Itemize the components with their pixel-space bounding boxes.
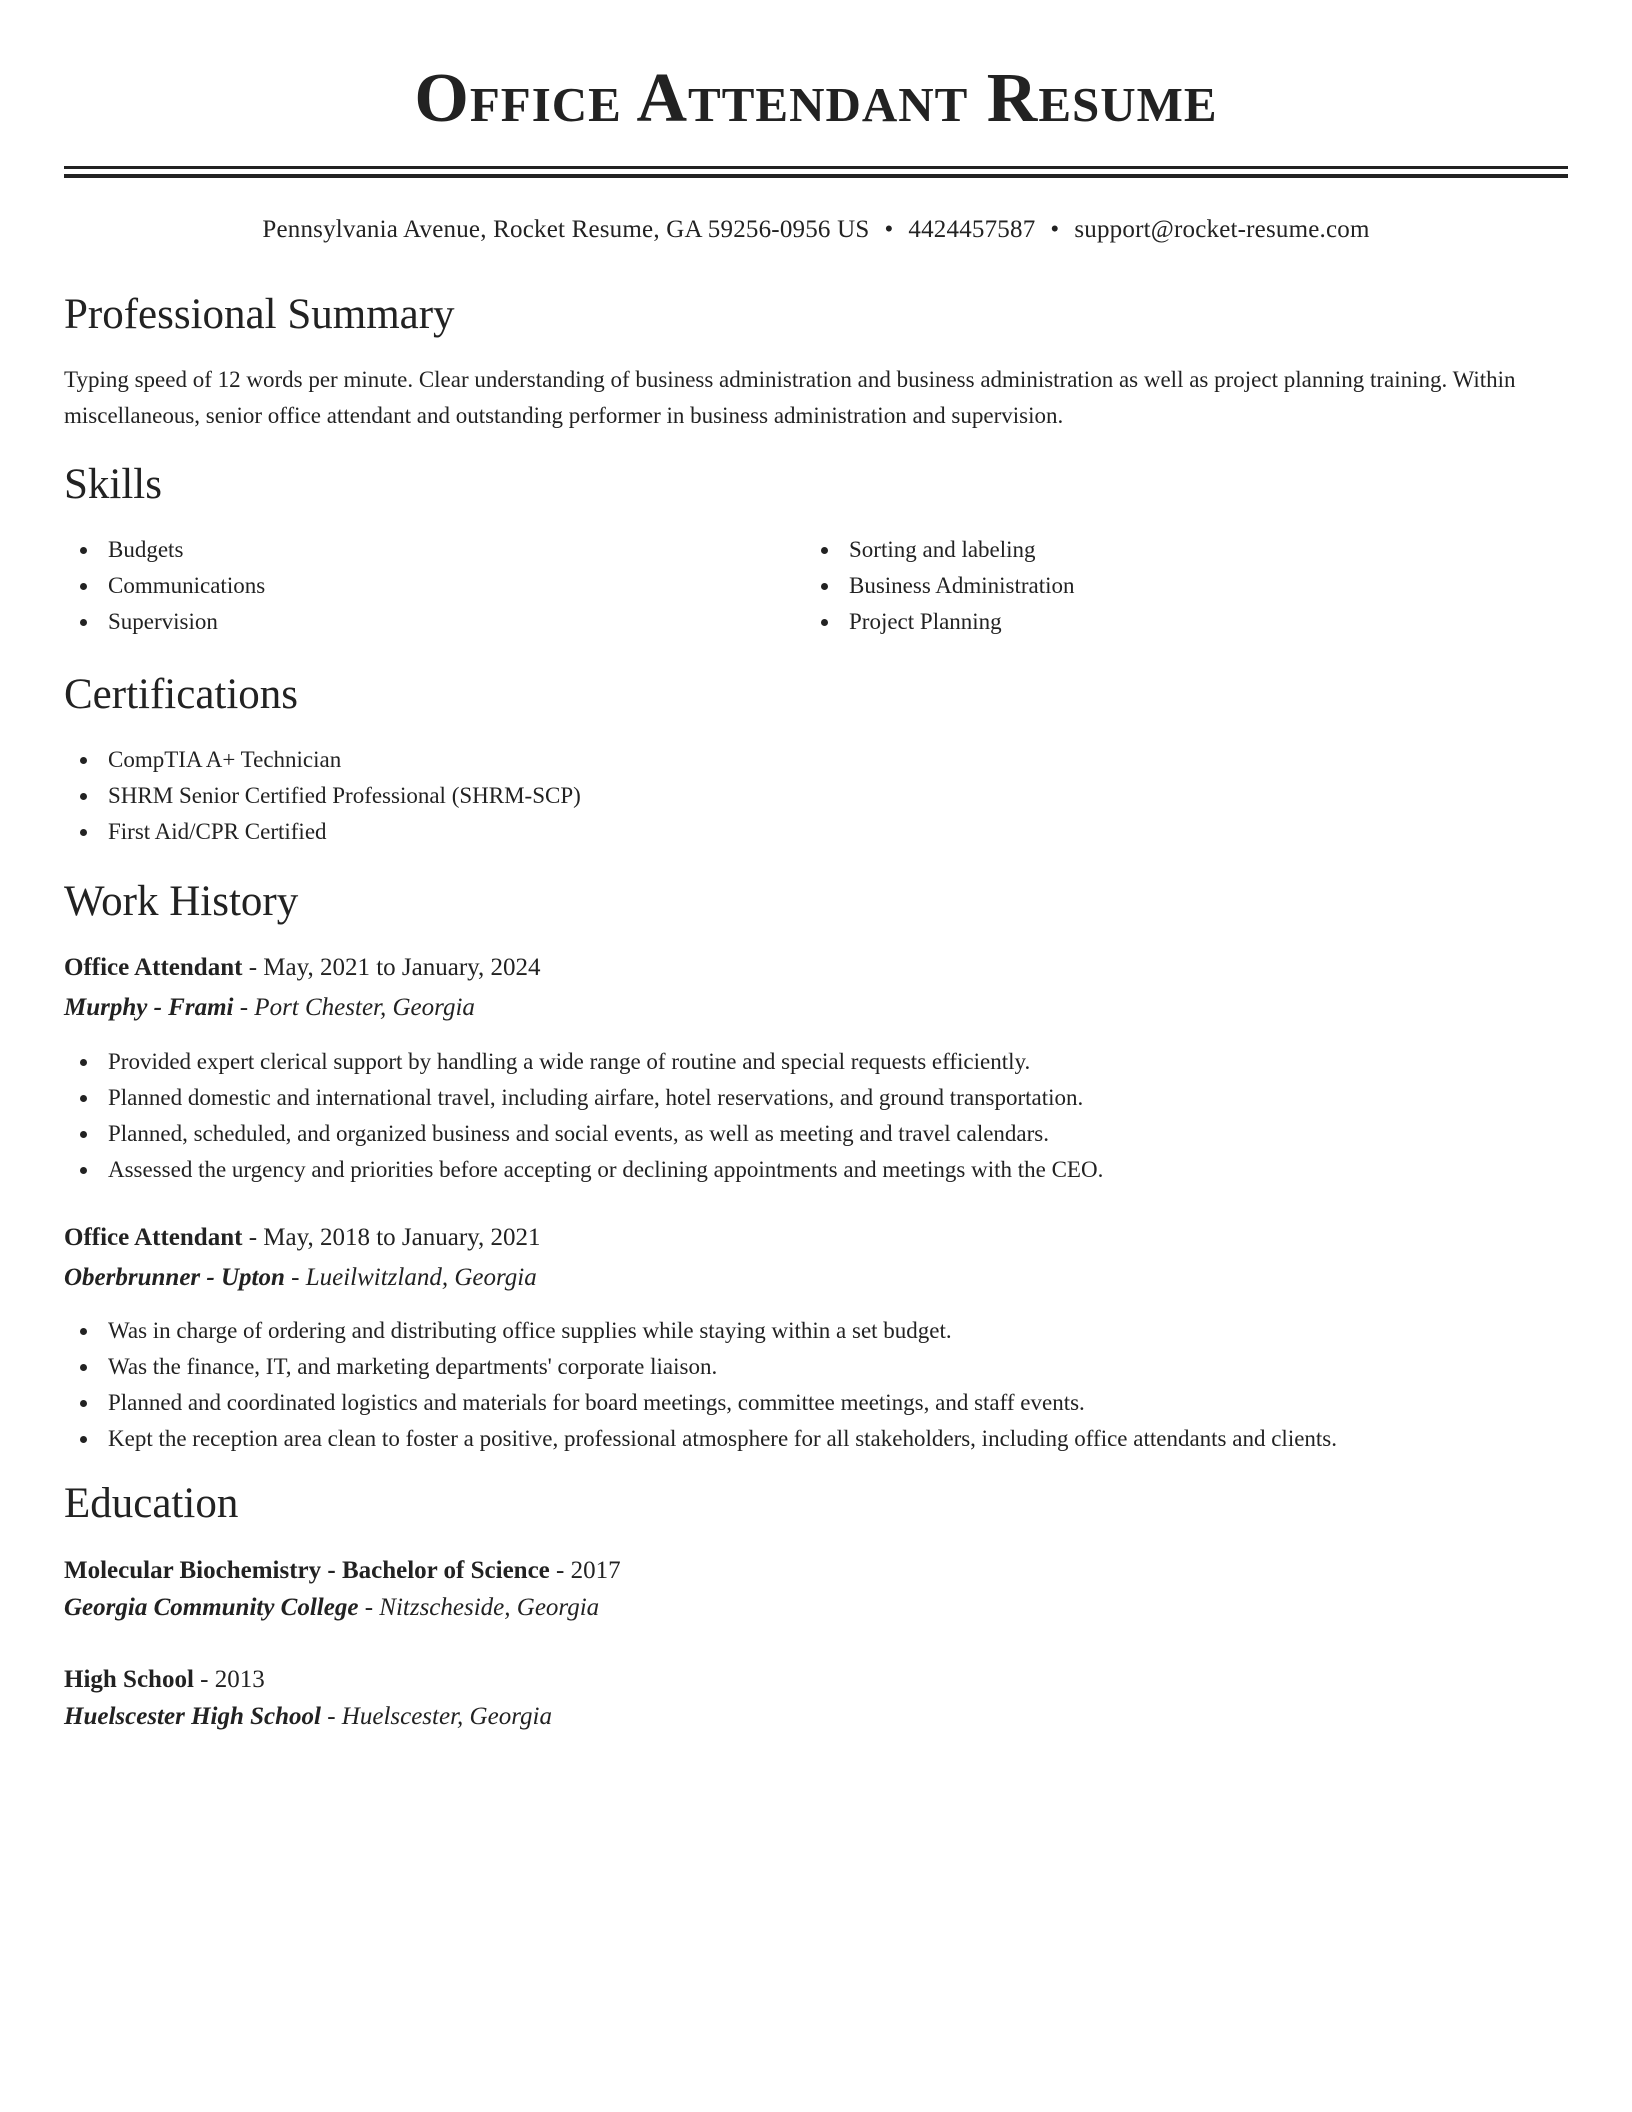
- skill-item: Business Administration: [805, 568, 1505, 604]
- education-degree: Molecular Biochemistry - Bachelor of Science: [64, 1557, 550, 1584]
- contact-separator: •: [1050, 216, 1060, 243]
- contact-phone: 4424457587: [908, 216, 1036, 243]
- contact-separator: •: [884, 216, 894, 243]
- job-duty-item: Kept the reception area clean to foster a positive, professional atmosphere for all stakeholders, including office attendants and clients.: [64, 1421, 1568, 1457]
- job-company: Murphy - Frami: [64, 994, 234, 1021]
- skills-list-right: [805, 532, 1505, 640]
- job-duty-item: Planned domestic and international travel, including airfare, hotel reservations, and ground transportation.: [64, 1080, 1568, 1116]
- section-heading-certifications: Certifications: [64, 671, 299, 718]
- education-location: - Huelscester, Georgia: [320, 1703, 552, 1730]
- title-divider-thick: [64, 174, 1568, 178]
- contact-line: [64, 213, 1568, 247]
- education-school: Georgia Community College: [64, 1594, 359, 1621]
- job-duty-item: Planned, scheduled, and organized business and social events, as well as meeting and travel calendars.: [64, 1116, 1568, 1152]
- job-dates: - May, 2021 to January, 2024: [242, 954, 541, 981]
- skills-list-left: [64, 532, 764, 640]
- certifications-list: [64, 742, 1568, 850]
- skill-item: Communications: [64, 568, 764, 604]
- education-degree-line: [64, 1553, 621, 1589]
- job-duties-list: [64, 1044, 1568, 1188]
- certification-item: First Aid/CPR Certified: [64, 814, 1568, 850]
- skill-item: Supervision: [64, 604, 764, 640]
- section-heading-work-history: Work History: [64, 878, 299, 925]
- education-location: - Nitzscheside, Georgia: [358, 1594, 600, 1621]
- education-degree: High School: [64, 1666, 194, 1693]
- education-school: Huelscester High School: [64, 1703, 321, 1730]
- education-school-line: [64, 1699, 552, 1735]
- education-year: - 2013: [193, 1666, 265, 1693]
- job-title: Office Attendant: [64, 1224, 243, 1251]
- education-school-line: [64, 1590, 599, 1626]
- skill-item: Sorting and labeling: [805, 532, 1505, 568]
- job-title-line: [64, 1220, 541, 1256]
- job-company-line: [64, 1260, 537, 1296]
- job-company-line: [64, 990, 475, 1026]
- job-duties-list: [64, 1313, 1568, 1457]
- contact-email: support@rocket-resume.com: [1074, 216, 1370, 243]
- job-dates: - May, 2018 to January, 2021: [242, 1224, 541, 1251]
- resume-page: [64, 0, 1568, 1730]
- job-duty-item: Assessed the urgency and priorities before accepting or declining appointments and meetings with the CEO.: [64, 1152, 1568, 1188]
- resume-title: Office Attendant Resume: [414, 60, 1218, 137]
- education-year: - 2017: [549, 1557, 621, 1584]
- job-location: - Port Chester, Georgia: [233, 994, 475, 1021]
- job-title: Office Attendant: [64, 954, 243, 981]
- job-duty-item: Was the finance, IT, and marketing departments' corporate liaison.: [64, 1349, 1568, 1385]
- job-duty-item: Was in charge of ordering and distributing office supplies while staying within a set budget.: [64, 1313, 1568, 1349]
- skill-item: Project Planning: [805, 604, 1505, 640]
- skill-item: Budgets: [64, 532, 764, 568]
- certification-item: CompTIA A+ Technician: [64, 742, 1568, 778]
- job-company: Oberbrunner - Upton: [64, 1264, 285, 1291]
- job-duty-item: Provided expert clerical support by handling a wide range of routine and special requests efficiently.: [64, 1044, 1568, 1080]
- section-heading-skills: Skills: [64, 461, 162, 508]
- section-heading-summary: Professional Summary: [64, 291, 455, 338]
- section-heading-education: Education: [64, 1480, 239, 1527]
- education-degree-line: [64, 1662, 265, 1698]
- certification-item: SHRM Senior Certified Professional (SHRM-SCP): [64, 778, 1568, 814]
- summary-text: Typing speed of 12 words per minute. Clear understanding of business administration and business administration as well as project planning training. Within miscellaneous, senior office attendant and outstanding performer in business administration and supervision.: [64, 367, 1516, 428]
- job-title-line: [64, 950, 541, 986]
- title-divider-thin: [64, 166, 1568, 169]
- job-location: - Lueilwitzland, Georgia: [284, 1264, 537, 1291]
- contact-address: Pennsylvania Avenue, Rocket Resume, GA 59256-0956 US: [262, 216, 870, 243]
- job-duty-item: Planned and coordinated logistics and materials for board meetings, committee meetings, and staff events.: [64, 1385, 1568, 1421]
